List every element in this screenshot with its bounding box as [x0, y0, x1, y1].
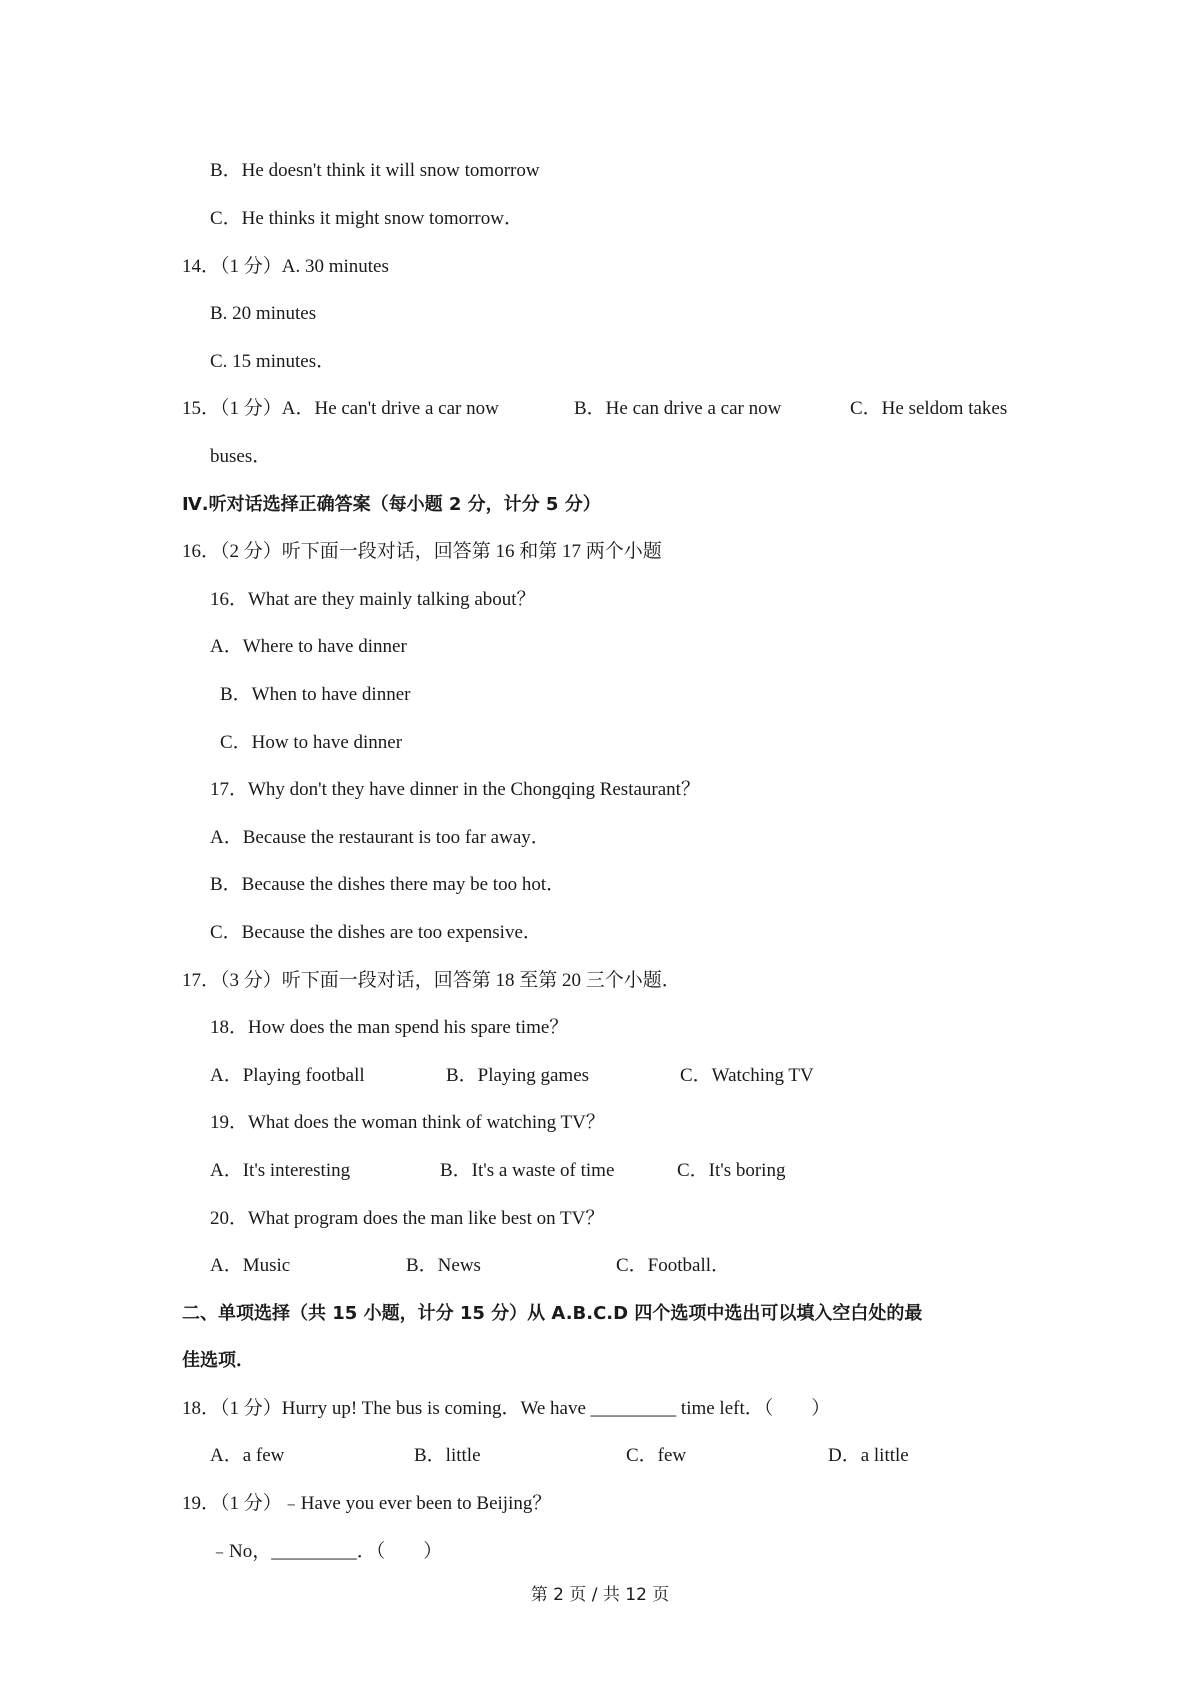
sub19-question: 19．What does the woman think of watching TV？ [210, 1112, 605, 1133]
sub20-question: 20．What program does the man like best on TV？ [210, 1208, 605, 1229]
sub17-question: 17．Why don't they have dinner in the Chongqing Restaurant？ [210, 779, 700, 800]
sub18-option-a: A．Playing football [210, 1065, 365, 1086]
section-two-heading: 二、单项选择（共 15 小题，计分 15 分）从 A.B.C.D 四个选项中选出可以填入空白处的最 [182, 1303, 923, 1324]
sub20-option-b: B．News [406, 1255, 481, 1276]
sub19-option-b: B．It's a waste of time [440, 1160, 615, 1181]
q15-continuation: buses． [210, 446, 272, 467]
q13-option-b: B．He doesn't think it will snow tomorrow [210, 160, 540, 181]
q18-option-d: D．a little [828, 1445, 909, 1466]
q15-option-c: C．He seldom takes [850, 398, 1008, 419]
sub17-option-b: B．Because the dishes there may be too hot． [210, 874, 566, 895]
q15-row [182, 397, 1032, 421]
sub20-option-c: C．Football． [616, 1255, 731, 1276]
q18-option-b: B．little [414, 1445, 481, 1466]
q15-option-b: B．He can drive a car now [574, 398, 782, 419]
sub19-options-row [210, 1159, 910, 1183]
sub18-options-row [210, 1064, 910, 1088]
sub16-option-b: B．When to have dinner [220, 684, 411, 705]
q17-instruction: 17．（3 分）听下面一段对话，回答第 18 至第 20 三个小题． [182, 970, 681, 991]
q18-options-row [210, 1444, 1010, 1468]
sub18-option-c: C．Watching TV [680, 1065, 814, 1086]
q18-option-c: C．few [626, 1445, 687, 1466]
q14-option-b: B. 20 minutes [210, 303, 317, 324]
q18-stem: 18．（1 分）Hurry up! The bus is coming．We have _________ time left．（ ） [182, 1398, 831, 1419]
sub17-option-c: C．Because the dishes are too expensive． [210, 922, 542, 943]
q19-stem: 19．（1 分）﹣Have you ever been to Beijing？ [182, 1493, 552, 1514]
sub18-option-b: B．Playing games [446, 1065, 590, 1086]
section-iv-heading: Ⅳ.听对话选择正确答案（每小题 2 分，计分 5 分） [182, 494, 601, 515]
sub19-option-a: A．It's interesting [210, 1160, 351, 1181]
q16-instruction: 16．（2 分）听下面一段对话，回答第 16 和第 17 两个小题 [182, 541, 662, 562]
q14-stem-option-a: 14．（1 分）A. 30 minutes [182, 256, 389, 277]
sub17-option-a: A．Because the restaurant is too far away． [210, 827, 550, 848]
sub20-option-a: A．Music [210, 1255, 291, 1276]
q18-option-a: A．a few [210, 1445, 285, 1466]
q15-option-a: 15．（1 分）A．He can't drive a car now [182, 398, 499, 419]
sub16-question: 16．What are they mainly talking about？ [210, 589, 536, 610]
sub18-question: 18．How does the man spend his spare time？ [210, 1017, 569, 1038]
sub20-options-row [210, 1254, 910, 1278]
sub16-option-a: A．Where to have dinner [210, 636, 407, 657]
page-footer: 第 2 页 / 共 12 页 [530, 1585, 670, 1605]
q14-option-c: C. 15 minutes． [210, 351, 336, 372]
sub19-option-c: C．It's boring [677, 1160, 786, 1181]
section-two-heading-continued: 佳选项． [182, 1350, 254, 1371]
sub16-option-c: C．How to have dinner [220, 732, 403, 753]
q19-answer-line: ﹣No，_________．（ ） [210, 1541, 443, 1562]
q13-option-c: C．He thinks it might snow tomorrow． [210, 208, 523, 229]
